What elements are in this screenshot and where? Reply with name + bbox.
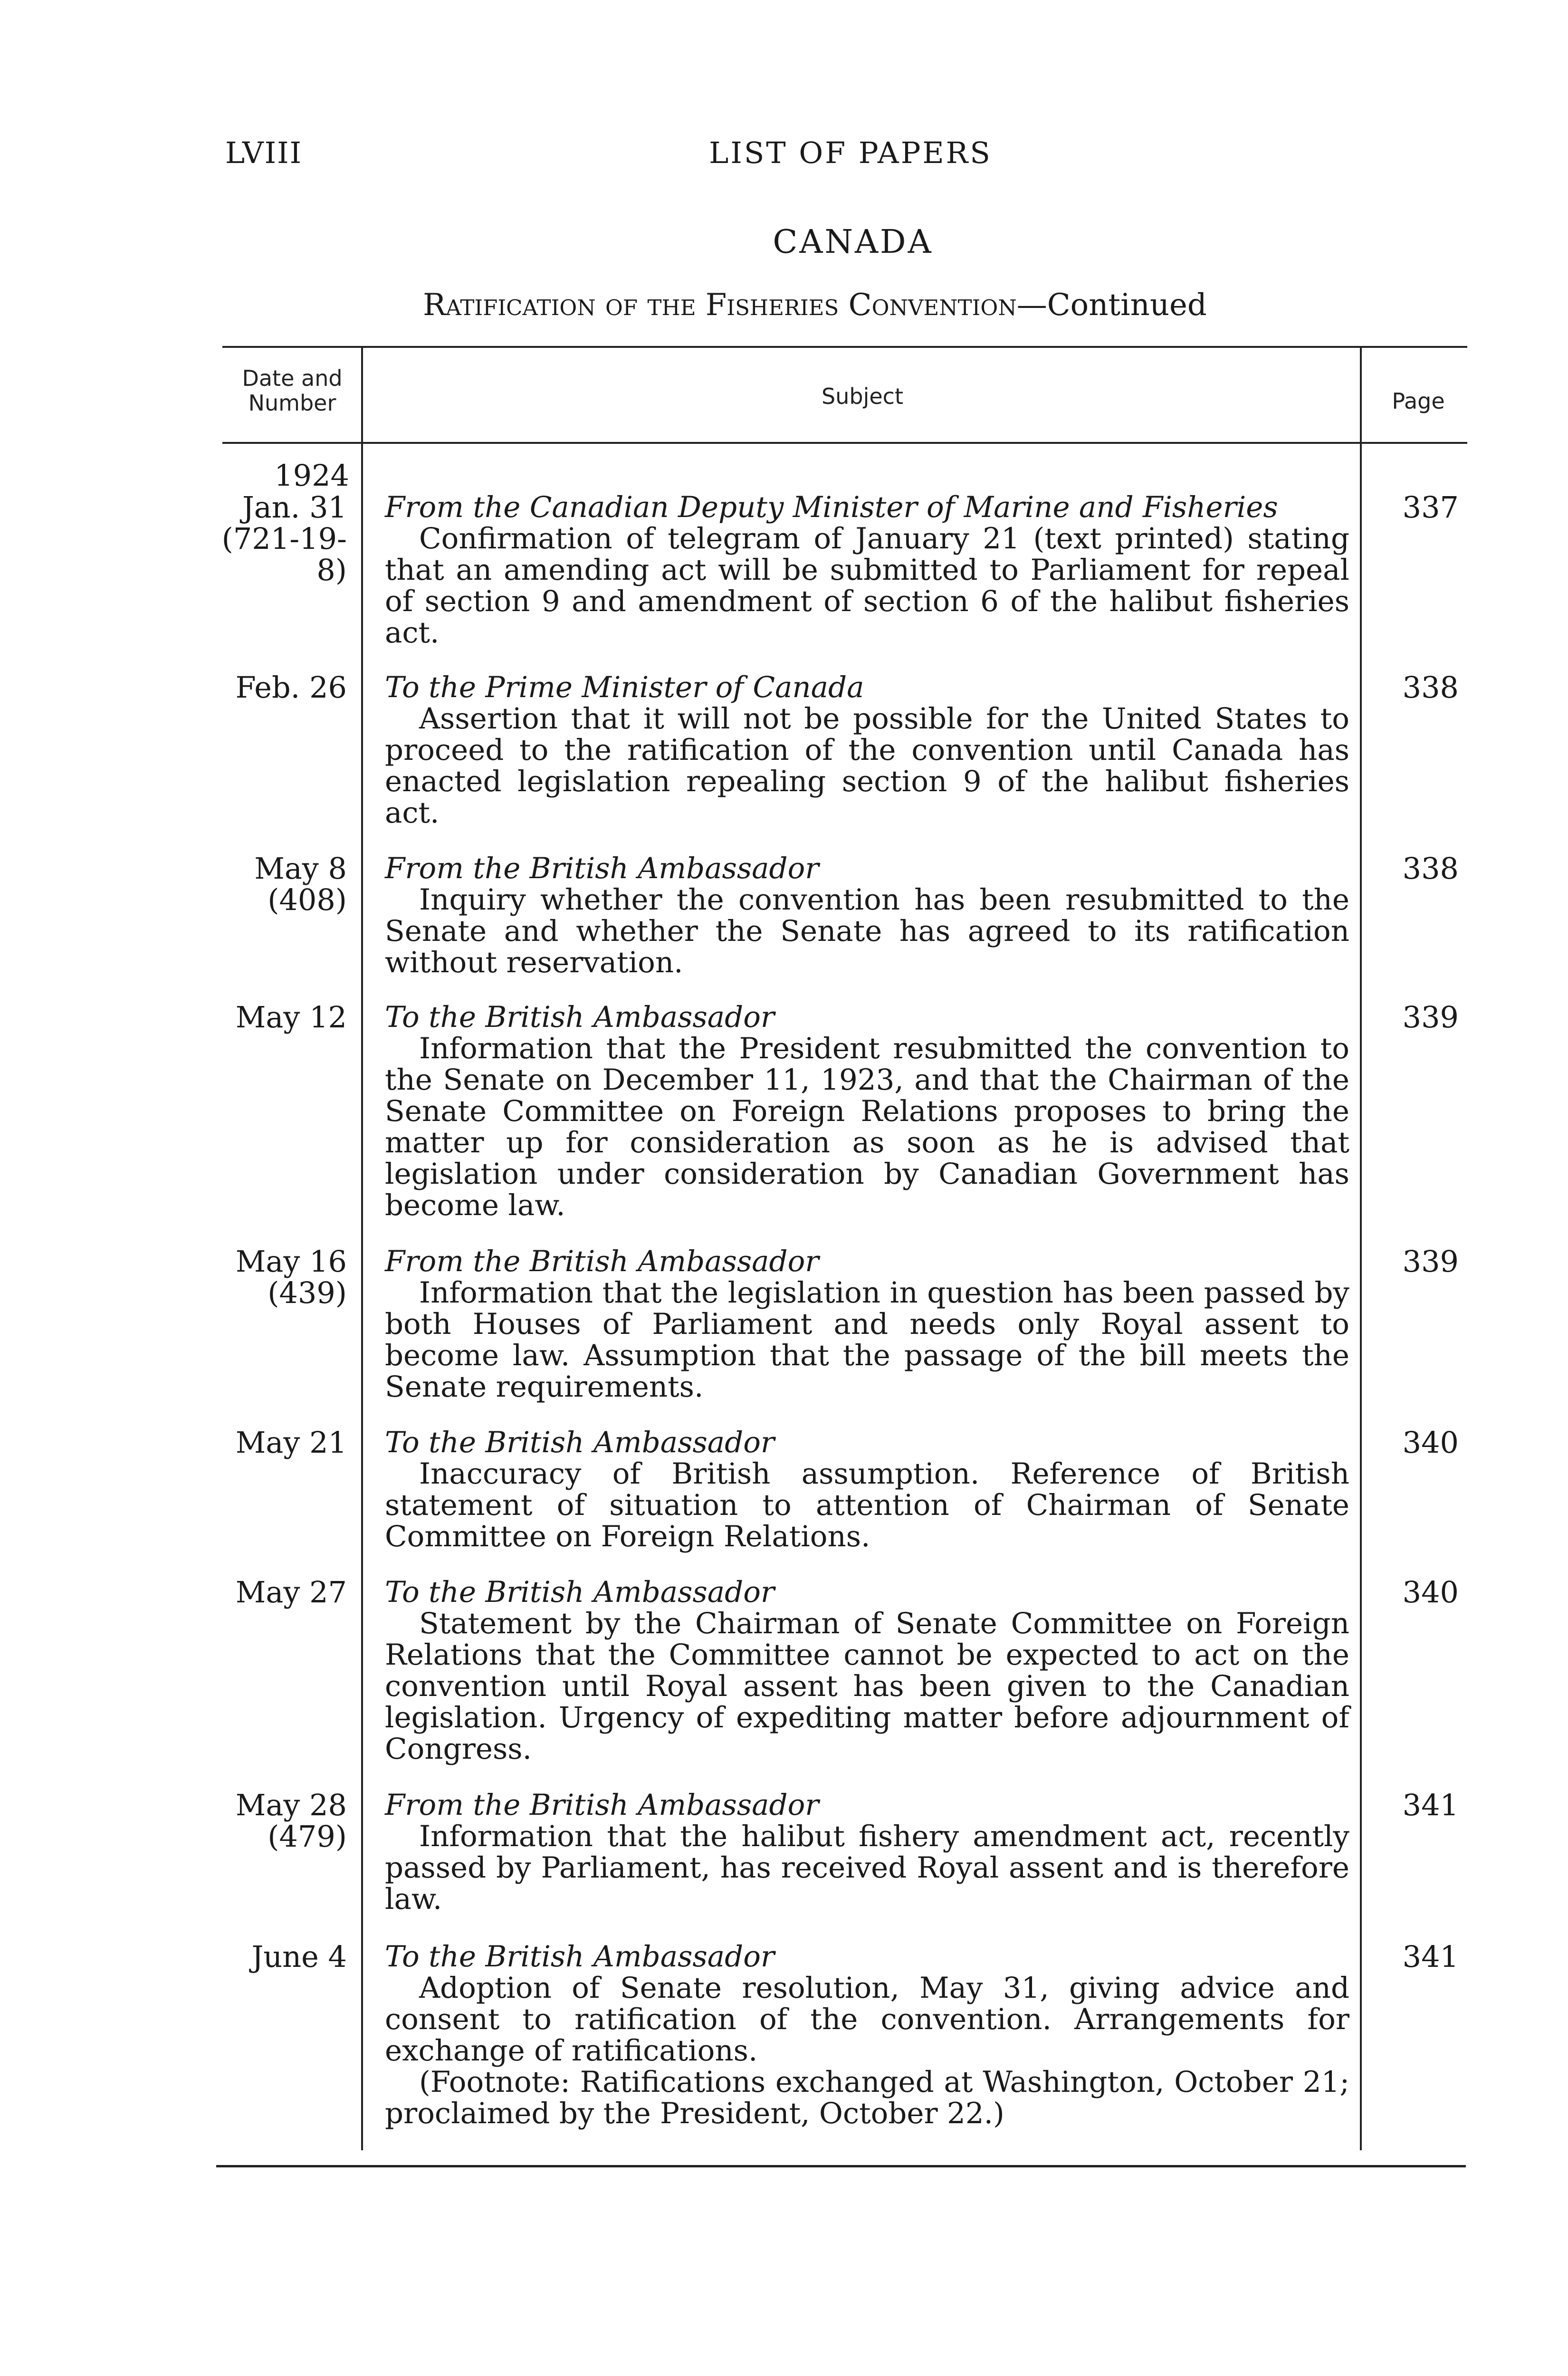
entry-date: Jan. 31 (721-19- 8) <box>221 490 347 587</box>
year-label: 1924 <box>274 458 349 493</box>
entry-page: 341 <box>1402 1939 1459 1974</box>
table-header-rule <box>222 442 1467 444</box>
entry-date: May 27 <box>235 1575 347 1610</box>
entry-subject <box>385 492 1349 649</box>
section-title <box>0 287 1568 323</box>
entry-sender: To the British Ambassador <box>385 1000 775 1034</box>
entry-subject <box>385 1246 1349 1403</box>
entry-sender: From the British Ambassador <box>385 852 819 885</box>
entry-sender: To the British Ambassador <box>385 1575 775 1609</box>
entry-summary: Adoption of Senate resolution, May 31, giving advice and consent to ratification of the convention. Arrangements for exchange of ratifications. <box>385 1971 1349 2068</box>
section-title-continued: —Continued <box>1016 287 1207 323</box>
section-title-text: Ratification of the Fisheries Convention <box>423 287 1017 323</box>
entry-date: May 12 <box>235 1000 347 1035</box>
entry-summary: Confirmation of telegram of January 21 (text printed) stating that an amending act will be submitted to Parliament for repeal of section 9 and amendment of section 6 of the halibut fisheries act. <box>385 522 1349 650</box>
entry-page: 339 <box>1402 1000 1459 1035</box>
entry-page: 340 <box>1402 1425 1459 1460</box>
country-heading: CANADA <box>773 223 933 261</box>
entry-summary: Inaccuracy of British assumption. Reference of British statement of situation to attention of Chairman of Senate Committee on Foreign Relations. <box>385 1457 1349 1553</box>
page-folio: LVIII <box>225 135 303 170</box>
entry-sender: To the British Ambassador <box>385 1426 775 1459</box>
entry-date: June 4 <box>251 1939 347 1974</box>
entry-date: May 8 (408) <box>254 851 347 917</box>
entry-subject <box>385 1790 1349 1915</box>
entry-summary: Information that the legislation in question has been passed by both Houses of Parliament and needs only Royal assent to become law. Assumption that the passage of the bill meets the Senate requirements. <box>385 1276 1349 1404</box>
entry-subject <box>385 853 1349 978</box>
entry-subject <box>385 672 1349 829</box>
entry-sender: To the British Ambassador <box>385 1940 775 1974</box>
table-bottom-rule <box>216 2165 1466 2167</box>
entry-summary: Inquiry whether the convention has been resubmitted to the Senate and whether the Senate has agreed to its ratification without reservation. <box>385 883 1349 979</box>
column-header-date: Date and Number <box>242 365 343 416</box>
entry-sender: From the British Ambassador <box>385 1788 819 1822</box>
entry-summary: Information that the halibut fishery amendment act, recently passed by Parliament, has received Royal assent and is therefore law. <box>385 1820 1349 1916</box>
entry-page: 341 <box>1402 1788 1459 1822</box>
table-column-divider-page <box>1360 347 1362 2150</box>
entry-sender: To the Prime Minister of Canada <box>385 671 864 704</box>
entry-subject <box>385 1427 1349 1552</box>
entry-page: 339 <box>1402 1244 1459 1279</box>
table-column-divider-date <box>361 347 363 2150</box>
running-head: LIST OF PAPERS <box>709 135 992 170</box>
entry-subject <box>385 1577 1349 1765</box>
column-header-page: Page <box>1392 388 1445 414</box>
entry-summary: Statement by the Chairman of Senate Committee on Foreign Relations that the Committee cannot be expected to act on the convention until Royal assent has been given to the Canadian legislation. Urgency of expediting matter before adjournment of Congress. <box>385 1607 1349 1766</box>
entry-page: 338 <box>1402 670 1459 705</box>
entry-summary: Assertion that it will not be possible for the United States to proceed to the ratification of the convention until Canada has enacted legislation repealing section 9 of the halibut fisheries act. <box>385 702 1349 830</box>
entry-page: 338 <box>1402 851 1459 886</box>
table-top-rule <box>222 346 1467 348</box>
entry-footnote: (Footnote: Ratifications exchanged at Washington, October 21; proclaimed by the President, October 22.) <box>385 2065 1349 2130</box>
entry-subject <box>385 1002 1349 1221</box>
entry-page: 340 <box>1402 1575 1459 1610</box>
entry-date: May 16 (439) <box>235 1244 347 1310</box>
entry-sender: From the British Ambassador <box>385 1245 819 1278</box>
entry-subject <box>385 1941 1349 2129</box>
entry-date: May 21 <box>235 1425 347 1460</box>
entry-date: May 28 (479) <box>235 1788 347 1854</box>
entry-page: 337 <box>1402 490 1459 525</box>
entry-sender: From the Canadian Deputy Minister of Marine and Fisheries <box>385 490 1278 524</box>
entry-summary: Information that the President resubmitted the convention to the Senate on December 11, 1923, and that the Chairman of the Senate Committee on Foreign Relations proposes to bring the matter up for consideration as soon as he is advised that legislation under consideration by Canadian Government has become law. <box>385 1032 1349 1222</box>
entry-date: Feb. 26 <box>235 670 347 705</box>
column-header-subject: Subject <box>822 383 903 409</box>
